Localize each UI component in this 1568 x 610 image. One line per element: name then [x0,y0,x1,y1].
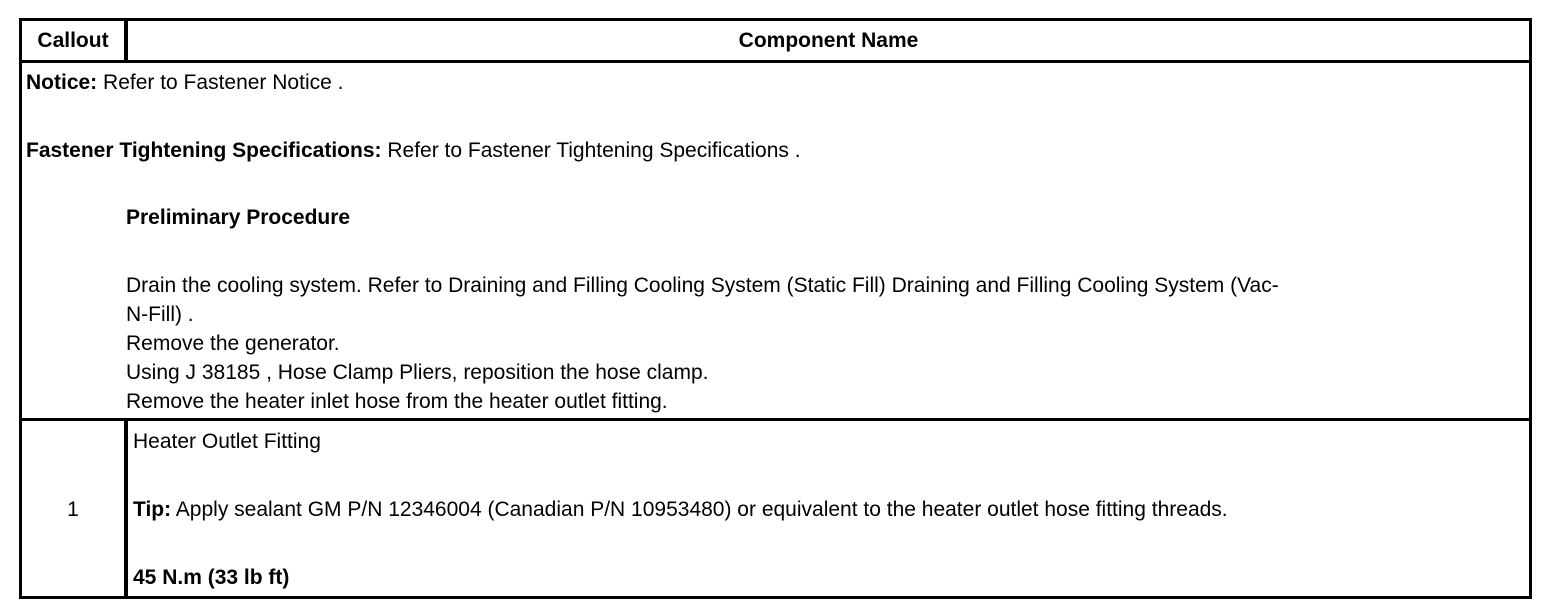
row1-tip-label: Tip: [133,498,172,521]
notice-line [26,71,343,95]
preliminary-step-3: Using J 38185 , Hose Clamp Pliers, reposition the hose clamp. [126,361,709,384]
header-callout: Callout [37,29,109,52]
header-row-divider [19,60,1532,63]
preliminary-step-1-line-1: Drain the cooling system. Refer to Draining and Filling Cooling System (Static Fill) Draining and Filling Cooling System (Vac- [126,274,1279,297]
row1-tip-text: Apply sealant GM P/N 12346004 (Canadian P/N 10953480) or equivalent to the heater outlet hose fitting threads. [171,498,1228,521]
notice-text: Refer to Fastener Notice . [97,71,344,94]
preliminary-step-4: Remove the heater inlet hose from the heater outlet fitting. [126,390,668,413]
preliminary-title: Preliminary Procedure [126,206,351,229]
header-component-name: Component Name [738,29,919,52]
row-divider [19,418,1532,421]
fastener-spec-line [26,139,801,163]
row1-column-divider [124,418,128,599]
preliminary-step-2: Remove the generator. [126,332,340,355]
fastener-spec-label: Fastener Tightening Specifications: [26,139,382,162]
fastener-spec-text: Refer to Fastener Tightening Specifications . [381,139,801,162]
row1-tip-line [133,498,1228,522]
preliminary-step-1-line-2: N-Fill) . [126,303,194,326]
row1-callout: 1 [67,498,79,521]
row1-torque: 45 N.m (33 lb ft) [133,566,290,589]
row1-component-name: Heater Outlet Fitting [133,430,321,453]
notice-label: Notice: [26,71,98,94]
